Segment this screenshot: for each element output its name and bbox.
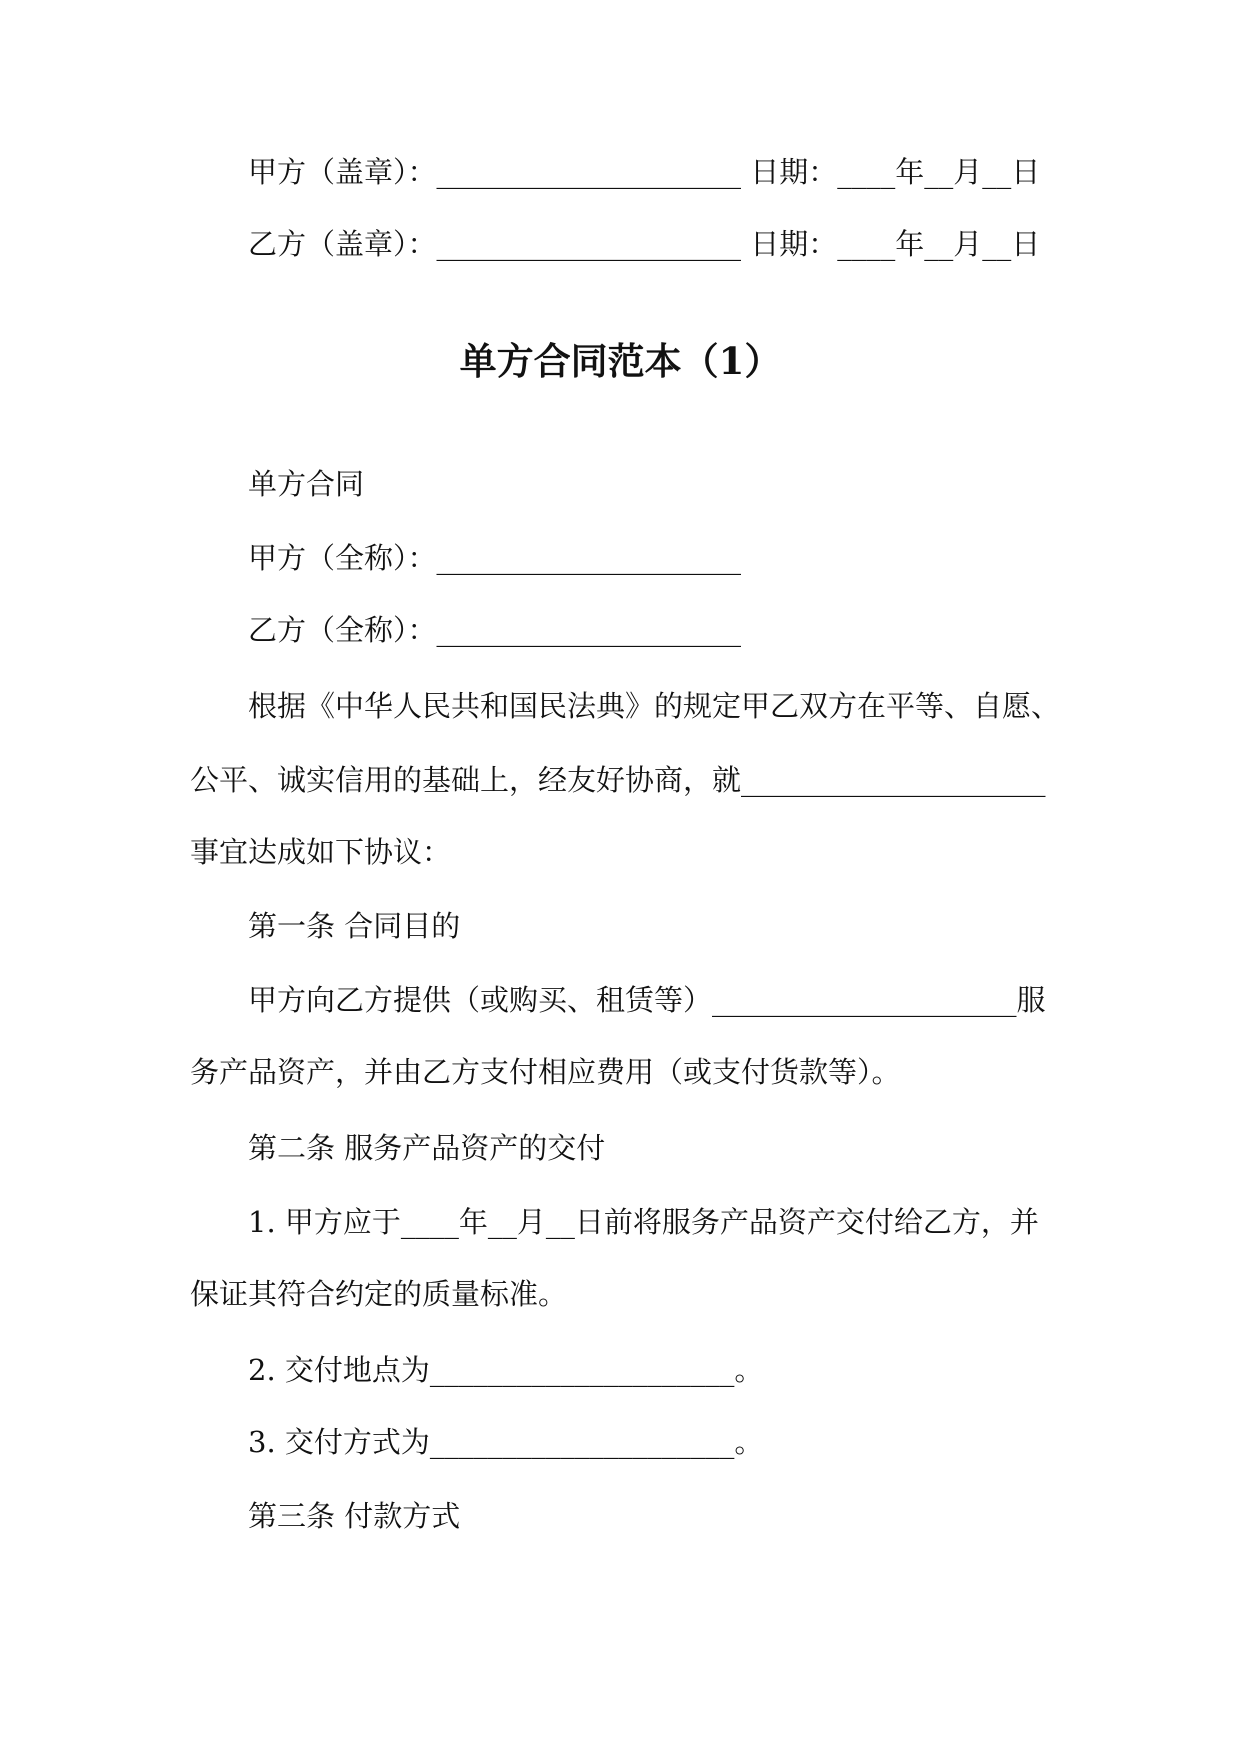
article-3-title: 第三条 付款方式 [248,1499,461,1533]
intro-paragraph-line-1: 根据《中华人民共和国民法典》的规定甲乙双方在平等、自愿、 [248,689,1061,723]
party-b-fullname-line: 乙方（全称）：_____________________ [248,613,742,647]
article-1-body-line-1: 甲方向乙方提供（或购买、租赁等）_____________________服 [248,983,1046,1017]
page-title: 单方合同范本（1） [459,339,782,383]
intro-paragraph-line-3: 事宜达成如下协议： [190,835,452,869]
contract-heading: 单方合同 [248,467,365,501]
intro-paragraph-line-2: 公平、诚实信用的基础上，经友好协商，就_____________________ [190,763,1046,797]
article-2-title: 第二条 服务产品资产的交付 [248,1131,606,1165]
article-1-body-line-2: 务产品资产，并由乙方支付相应费用（或支付货款等）。 [190,1055,901,1089]
signature-line-party-b: 乙方（盖章）：_____________________ 日期：____年__月__日 [248,227,1041,261]
article-2-item-3: 3. 交付方式为_____________________。 [248,1425,764,1459]
signature-line-party-a: 甲方（盖章）：_____________________ 日期：____年__月__日 [248,155,1041,189]
party-a-fullname-line: 甲方（全称）：_____________________ [248,541,742,575]
article-2-item-1-line-1: 1. 甲方应于____年__月__日前将服务产品资产交付给乙方，并 [248,1205,1039,1239]
article-2-item-2: 2. 交付地点为_____________________。 [248,1353,764,1387]
article-2-item-1-line-2: 保证其符合约定的质量标准。 [190,1277,568,1311]
article-1-title: 第一条 合同目的 [248,909,461,943]
